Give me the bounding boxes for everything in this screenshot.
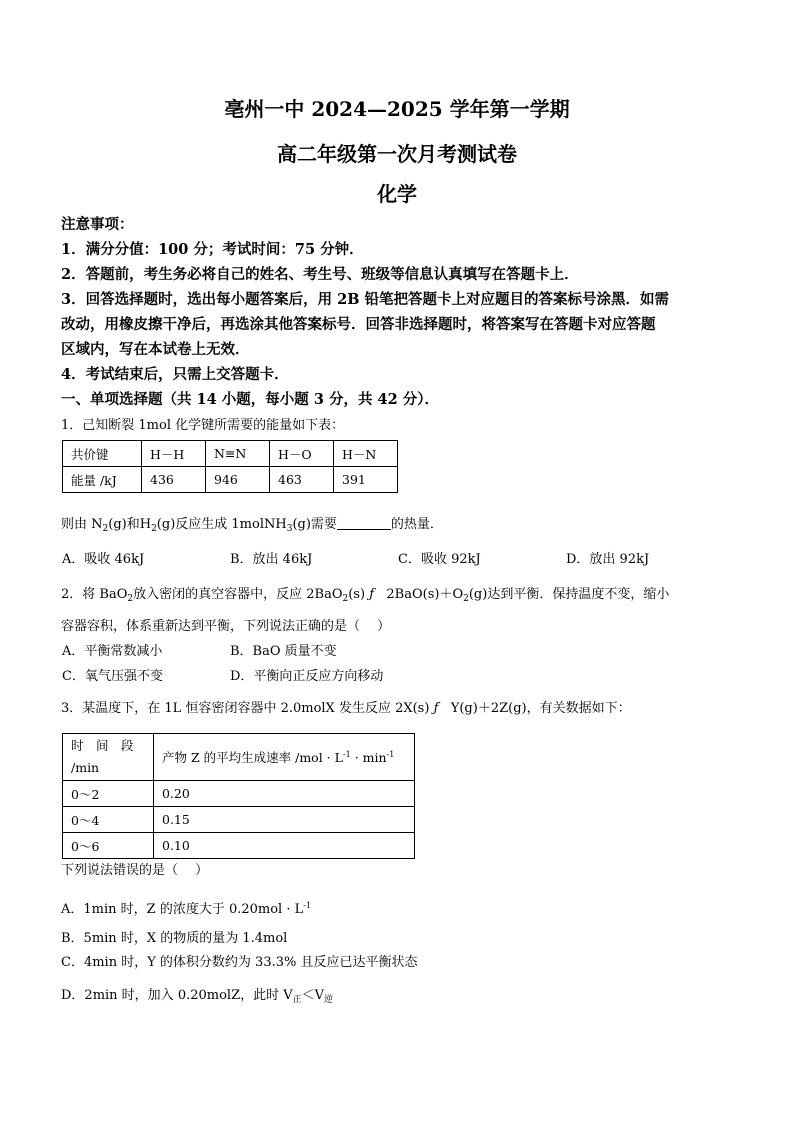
table-row [63,441,398,467]
exam-school-title: 亳州一中 2024—2025 学年第一学期 [224,97,570,121]
table-cell: 463 [270,467,334,493]
text-run: 则由 N [61,517,103,532]
superscript: -1 [342,750,351,759]
table-cell: 能量 /kJ [63,467,142,493]
q1-option-c: C．吸收 92kJ [398,552,481,567]
subscript: 2 [342,594,349,604]
table-cell: N≡N [206,441,270,467]
table-cell: H－H [142,441,206,467]
note-item: 区域内，写在本试卷上无效． [61,341,250,358]
section-heading: 一、单项选择题（共 14 小题，每小题 3 分，共 42 分）． [61,391,439,408]
note-item: 改动，用橡皮擦干净后，再选涂其他答案标号．回答非选择题时，将答案写在答题卡对应答题 [61,316,656,333]
q2-stem [61,585,733,609]
table-cell: 0～4 [63,807,154,833]
subscript: 逆 [324,995,334,1005]
table-cell: 共价键 [63,441,142,467]
note-item: 1．满分分值：100 分；考试时间：75 分钟． [61,241,364,258]
table-cell: 0.15 [154,807,415,833]
text-run: (g)达到平衡．保持温度不变，缩小 [468,587,670,602]
text-run: ＜V [301,988,325,1003]
table-cell: H－N [334,441,398,467]
text-run: 的热量． [390,517,443,532]
q1-option-d: D．放出 92kJ [566,552,650,567]
q2-option-a: A．平衡常数减小 [62,644,163,659]
equilibrium-arrow-glyph: ƒ [369,587,374,602]
table-row [63,781,415,807]
q1-option-a: A．吸收 46kJ [62,552,145,567]
q3-rate-table [62,733,415,859]
notes-heading: 注意事项： [61,216,134,233]
q1-stem: 1．己知断裂 1mol 化学键所需要的能量如下表： [61,418,345,433]
note-item: 2．答题前，考生务必将自己的姓名、考生号、班级等信息认真填写在答题卡上． [61,266,579,283]
text-run: (g)反应生成 1molNH [156,517,287,532]
table-row [63,467,398,493]
q3-stem [61,699,733,719]
header-line: /min [71,760,100,775]
text-run: (g)和H [108,517,152,532]
header-line: 时 间 段 [71,738,134,753]
q2-option-b: B．BaO 质量不变 [230,644,337,659]
exam-subject-title: 化学 [377,182,417,206]
table-row [63,807,415,833]
table-cell: 946 [206,467,270,493]
text-run: 2．将 BaO [61,587,128,602]
text-run: 3．某温度下，在 1L 恒容密闭容器中 2.0molX 发生反应 2X(s) [61,701,430,716]
text-run: 2BaO(s)＋O [386,587,464,602]
q1-question [61,515,733,539]
table-row [63,734,415,781]
subscript: 3 [286,524,293,534]
q2-option-c: C．氧气压强不变 [62,669,163,684]
equilibrium-arrow-glyph: ƒ [433,701,439,716]
q3-prompt: 下列说法错误的是（ ） [61,863,209,878]
superscript: -1 [386,750,395,759]
note-item: 3．回答选择题时，选出每小题答案后，用 2B 铅笔把答题卡上对应题目的答案标号涂黑．如需 [61,291,670,308]
subscript: 2 [151,524,157,534]
text-run: (g)需要 [292,517,337,532]
text-run: (s) [348,587,366,602]
table-cell: 436 [142,467,206,493]
table-cell: 0～2 [63,781,154,807]
table-header-cell [63,734,154,781]
q3-option-b: B．5min 时，X 的物质的量为 1.4mol [61,931,288,946]
text-run: 放入密闭的真空容器中，反应 2BaO [133,587,343,602]
exam-grade-title: 高二年级第一次月考测试卷 [277,142,517,166]
table-row [63,833,415,859]
subscript: 2 [463,594,469,604]
text-run: D．2min 时，加入 0.20molZ，此时 V [61,988,293,1003]
table-cell: 0～6 [63,833,154,859]
q3-option-a [61,896,733,920]
superscript: -1 [303,901,312,910]
table-cell: 391 [334,467,398,493]
table-cell: 0.10 [154,833,415,859]
subscript: 2 [102,524,109,534]
subscript: 正 [292,995,302,1005]
text-run: Y(g)＋2Z(g)，有关数据如下： [450,701,631,716]
table-header-cell [154,734,415,781]
note-item: 4．考试结束后，只需上交答题卡． [61,366,289,383]
q2-option-d: D．平衡向正反应方向移动 [230,669,384,684]
q3-option-d [61,986,733,1010]
table-cell: 0.20 [154,781,415,807]
text-run: · min [350,750,387,765]
text-run: 产物 Z 的平均生成速率 /mol · L [162,750,343,765]
q1-bond-energy-table [62,440,398,493]
answer-blank [337,515,391,530]
q3-option-c: C．4min 时，Y 的体积分数约为 33.3% 且反应已达平衡状态 [61,955,418,970]
table-cell: H－O [270,441,334,467]
text-run: A．1min 时，Z 的浓度大于 0.20mol · L [61,902,304,917]
q2-stem-cont: 容器容积，体系重新达到平衡，下列说法正确的是（ ） [61,619,391,634]
q1-option-b: B．放出 46kJ [230,552,313,567]
subscript: 2 [127,594,134,604]
